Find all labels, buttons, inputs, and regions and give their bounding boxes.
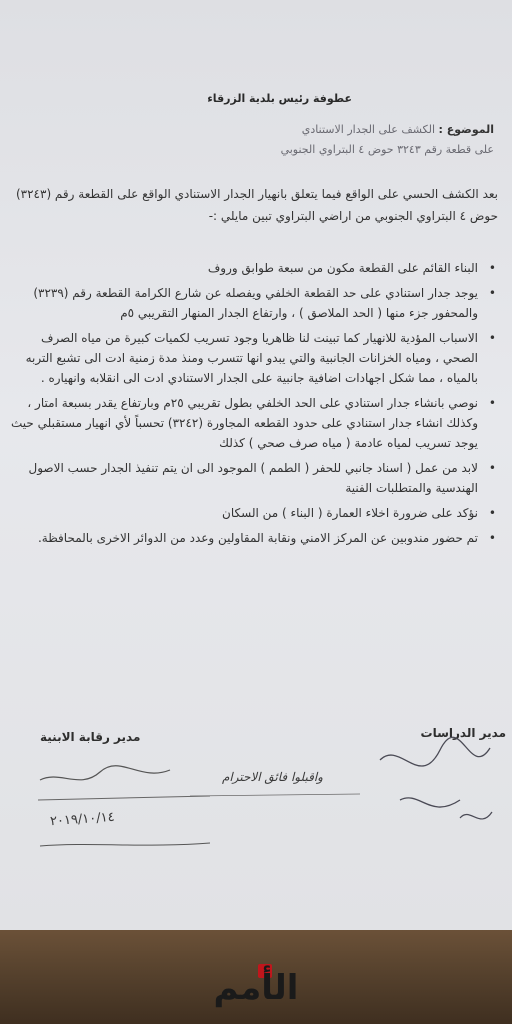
bullet-icon: • [488,331,496,345]
list-item: • الاسباب المؤدية للانهيار كما تبينت لنا ظاهريا وجود تسريب لكميات كبيرة من مياه الصرف الصحي ، ومياه الخزانات الجانبية والتي يبدو انها تتسرب ومنذ مدة زمنية ادت الى تشبع التربه بالمياه ، مما شكل اجهادات اضافية جانبية على الجدار الاستنادي ادت الى انقلابه وانهياره . [8,328,498,388]
subject-line-2: على قطعة رقم ٣٢٤٣ حوض ٤ البتراوي الجنوبي [280,143,494,156]
subject-line-1: الكشف على الجدار الاستنادي [301,123,436,136]
bullet-icon: • [488,531,496,545]
bullet-icon: • [488,286,496,300]
list-item: • لابد من عمل ( اسناد جانبي للحفر ( الطمم ) الموجود الى ان يتم تنفيذ الجدار حسب الاصول الهندسية والمتطلبات الفنية [8,458,498,498]
list-item: • تم حضور مندوبين عن المركز الامني ونقابة المقاولين وعدد من الدوائر الاخرى بالمحافظة. [8,528,498,548]
list-item: • يوجد جدار استنادي على حد القطعة الخلفي ويفصله عن شارع الكرامة القطعة رقم (٣٢٣٩) والمحفور جزء منها ( الحد الملاصق ) ، وارتفاع الجدار المنهار التقريبي ٥م [8,283,498,323]
bullet-icon: • [488,396,496,410]
list-item: • نؤكد على ضرورة اخلاء العمارة ( البناء ) من السكان [8,503,498,523]
closing-line: واقبلوا فائق الاحترام [222,770,323,784]
subject-label: الموضوع : [438,123,494,136]
signature-date: ٢٠١٩/١٠/١٤ [49,809,116,830]
list-item: • نوصي بانشاء جدار استنادي على الحد الخلفي بطول تقريبي ٢٥م وبارتفاع يقدر بسبعة امتار ، وكذلك انشاء جدار استنادي على حدود القطعه المجاورة (٣٢٤٢) تحسباً لأي انهيار مستقبلي حيث يوجد تسريب لمياه عادمة ( مياه صرف صحي ) كذلك [8,393,498,453]
bullet-icon: • [488,261,496,275]
building-control-director-title: مدير رقابة الابنية [40,730,141,744]
studies-director-title: مدير الدراسات [420,726,506,740]
list-item: • البناء القائم على القطعة مكون من سبعة طوابق وروف [8,258,498,278]
watermark-logo [200,962,312,1014]
logo-wordmark: الأمم [213,968,299,1008]
bullet-icon: • [488,461,496,475]
addressee-line: عطوفة رئيس بلدية الزرقاء [207,92,352,105]
bullet-icon: • [488,506,496,520]
intro-paragraph: بعد الكشف الحسي على الواقع فيما يتعلق بانهيار الجدار الاستنادي الواقع على القطعة رقم (٣٢٤٣) حوض ٤ البتراوي الجنوبي من اراضي البتراوي تبين مايلي :- [15,187,498,223]
